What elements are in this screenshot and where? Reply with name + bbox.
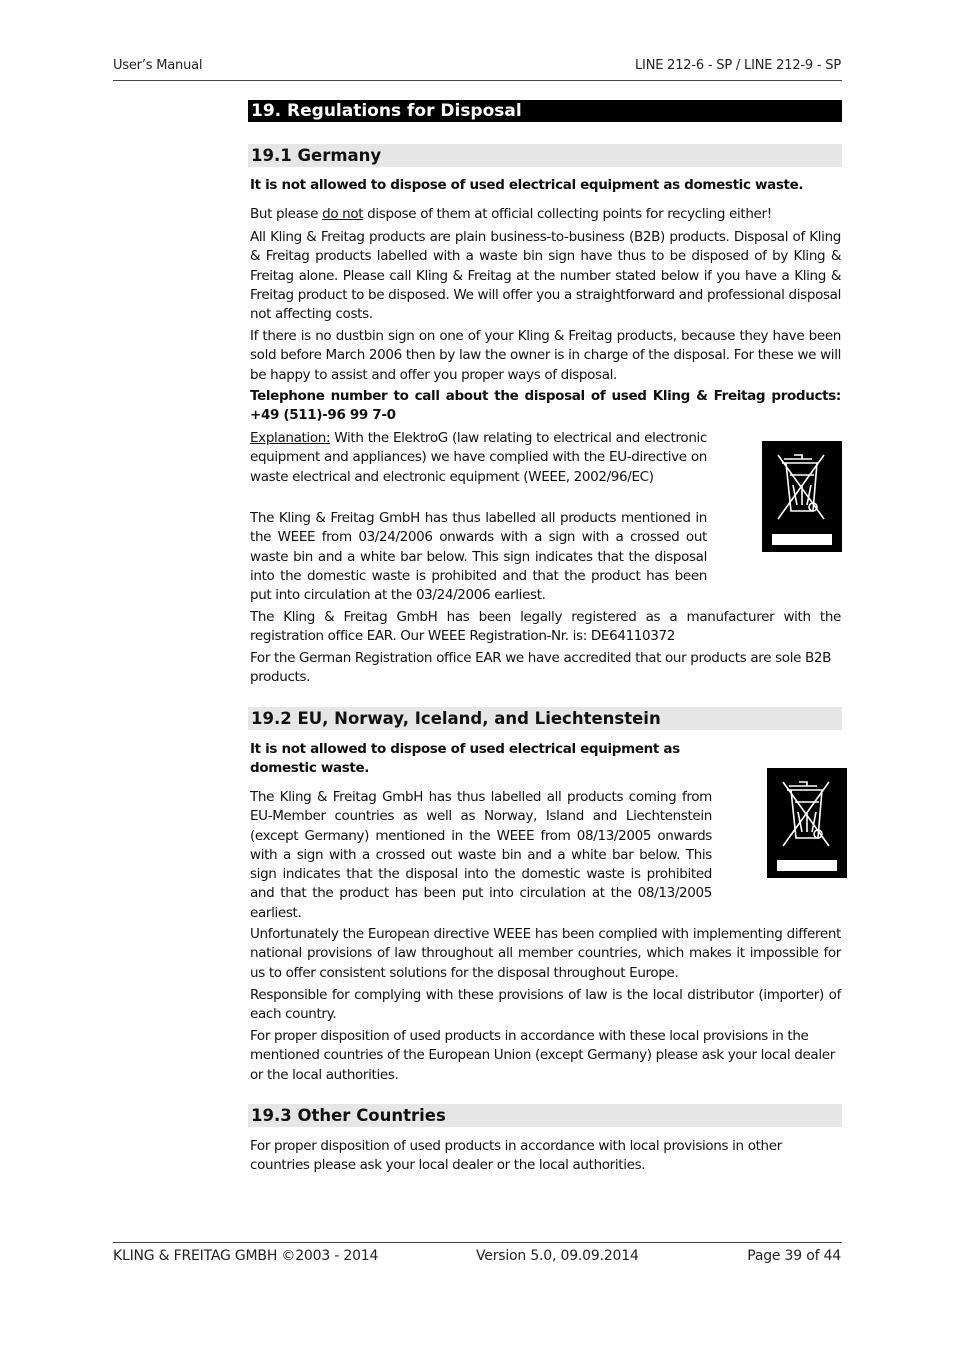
- footer-page-number: Page 39 of 44: [747, 1248, 841, 1264]
- germany-telephone-paragraph: Telephone number to call about the disposal of used Kling & Freitag products: +49 (511)-96 99 7-0: [250, 388, 841, 424]
- eu-disposition-paragraph: For proper disposition of used products in accordance with these local provisions in the mentioned countries of the European Union (except Germany) please ask your local dealer or the local authorities.: [250, 1028, 835, 1083]
- footer-company: KLING & FREITAG GMBH ©2003 - 2014: [113, 1248, 379, 1264]
- germany-do-not-underlined: do not: [322, 206, 364, 222]
- header-right: LINE 212-6 - SP / LINE 212-9 - SP: [635, 58, 841, 73]
- germany-do-not-after: dispose of them at official collecting points for recycling either!: [363, 206, 772, 222]
- section-19-heading: 19. Regulations for Disposal: [248, 100, 842, 122]
- eu-labelled-paragraph: The Kling & Freitag GmbH has thus labelled all products coming from EU-Member countries as well as Norway, Island and Liechtenstein (except Germany) mentioned in the WEEE from 08/13/2005 onwards with a sign with a crossed out waste bin and a white bar below. This sign indicates that the disposal into the domestic waste is prohibited and that the product has been put into circulation at the 08/13/2005 earliest.: [250, 789, 712, 921]
- weee-bin-icon: [767, 768, 847, 878]
- header-left: User’s Manual: [113, 58, 203, 73]
- section-19-1-heading: 19.1 Germany: [248, 144, 842, 167]
- germany-dustbin-paragraph: If there is no dustbin sign on one of your Kling & Freitag products, because they have been sold before March 2006 then by law the owner is in charge of the disposal. For these we will be happy to assist and offer you proper ways of disposal.: [250, 328, 841, 383]
- footer-version: Version 5.0, 09.09.2014: [476, 1248, 639, 1264]
- eu-warning: It is not allowed to dispose of used electrical equipment as domestic waste.: [250, 741, 680, 777]
- germany-registration-paragraph: The Kling & Freitag GmbH has been legally registered as a manufacturer with the registration office EAR. Our WEEE Registration-Nr. is: DE64110372: [250, 609, 841, 645]
- eu-directive-paragraph: Unfortunately the European directive WEEE has been complied with implementing different national provisions of law throughout all member countries, which makes it impossible for us to offer consistent solutions for the disposal throughout Europe.: [250, 926, 841, 981]
- explanation-text: With the ElektroG (law relating to electrical and electronic equipment and appliances) we have complied with the EU-directive on waste electrical and electronic equipment (WEEE, 2002/96/EC): [250, 430, 707, 485]
- eu-responsible-paragraph: Responsible for complying with these provisions of law is the local distributor (importer) of each country.: [250, 987, 841, 1023]
- section-19-2-heading: 19.2 EU, Norway, Iceland, and Liechtenstein: [248, 707, 842, 730]
- header-rule: [113, 80, 842, 81]
- germany-warning: It is not allowed to dispose of used electrical equipment as domestic waste.: [250, 177, 804, 193]
- section-19-3-heading: 19.3 Other Countries: [248, 1104, 842, 1127]
- germany-labelled-paragraph: The Kling & Freitag GmbH has thus labelled all products mentioned in the WEEE from 03/24/2006 onwards with a sign with a crossed out waste bin and a white bar below. This sign indicates that the disposal into the domestic waste is prohibited and that the product has been put into circulation at the 03/24/2006 earliest.: [250, 510, 707, 604]
- germany-do-not-paragraph: [250, 205, 841, 224]
- germany-explanation-paragraph: [250, 429, 707, 487]
- germany-b2b-paragraph: All Kling & Freitag products are plain business-to-business (B2B) products. Disposal of Kling & Freitag products labelled with a waste bin sign have thus to be disposed of by Kling & Freitag alone. Please call Kling & Freitag at the number stated below if you have a Kling & Freitag product to be disposed. We will offer you a straightforward and professional disposal not affecting costs.: [250, 229, 841, 323]
- germany-do-not-before: But please: [250, 206, 323, 222]
- germany-ear-paragraph: For the German Registration office EAR we have accredited that our products are sole B2B products.: [250, 650, 832, 686]
- explanation-label: Explanation:: [250, 430, 331, 446]
- weee-bin-icon: [762, 441, 842, 552]
- other-countries-paragraph: For proper disposition of used products in accordance with local provisions in other countries please ask your local dealer or the local authorities.: [250, 1138, 782, 1174]
- footer-rule: [113, 1242, 842, 1243]
